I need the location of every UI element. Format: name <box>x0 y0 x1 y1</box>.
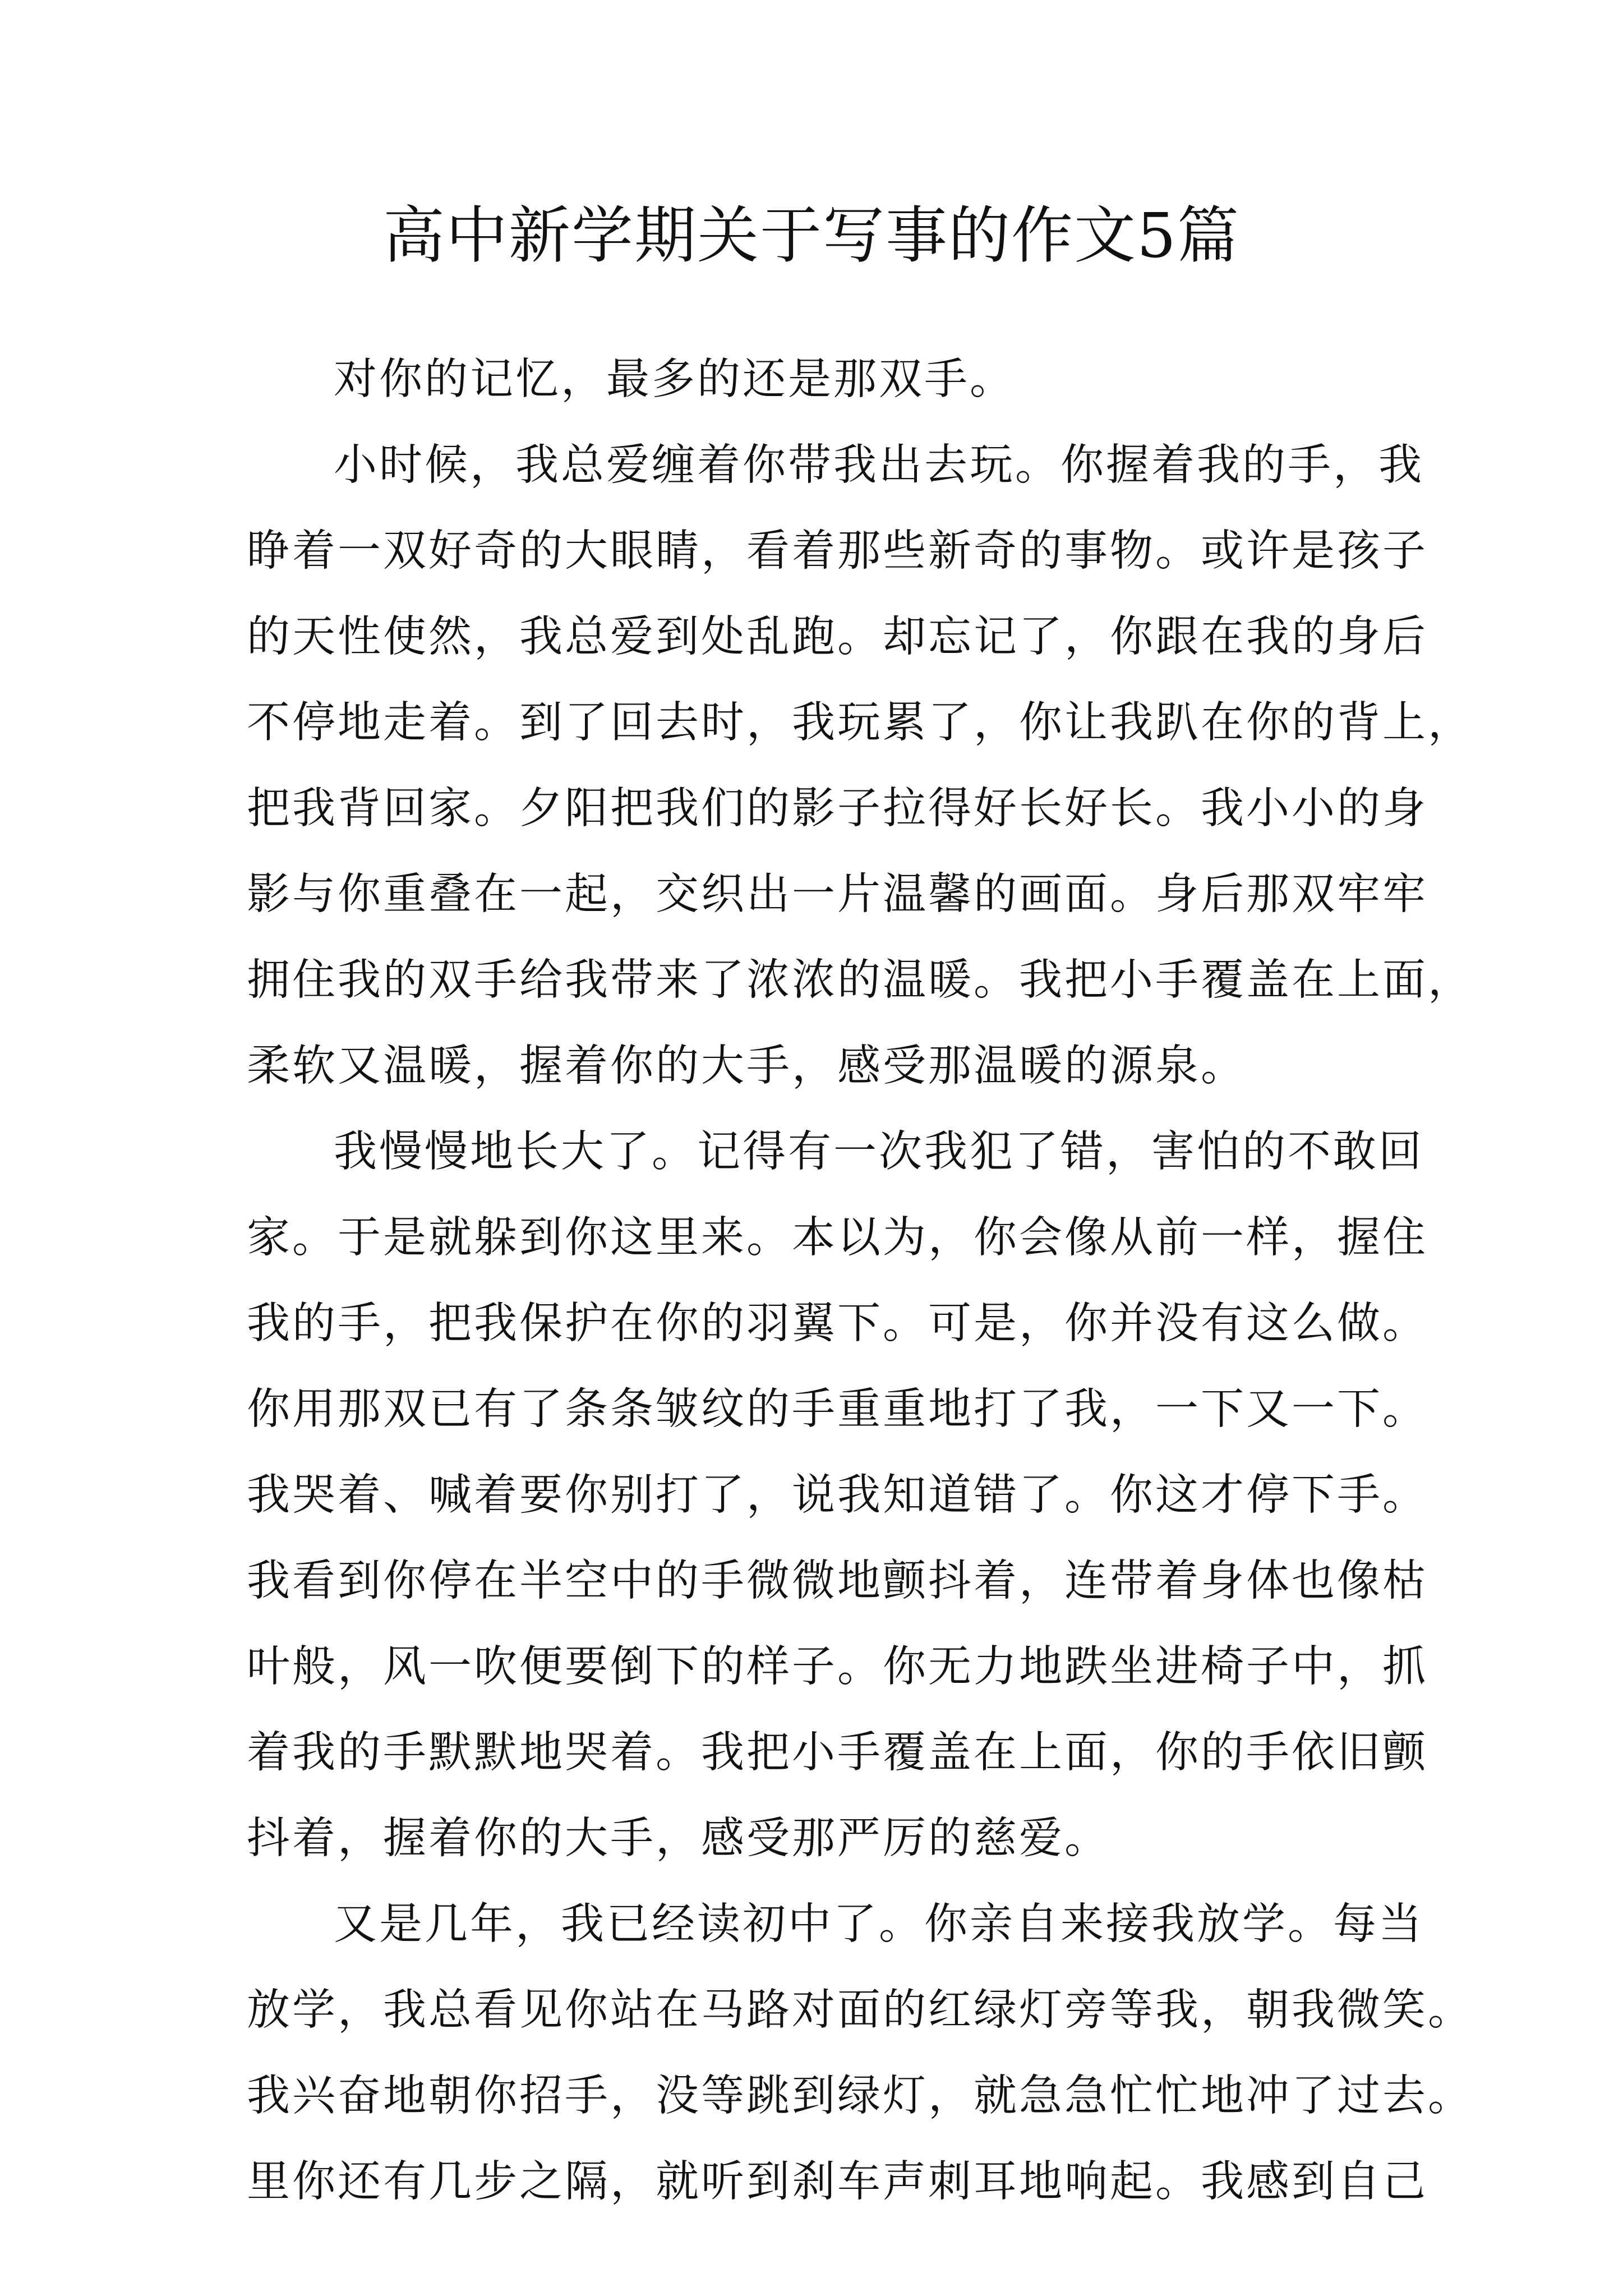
paragraph-line: 不停地走着。到了回去时，我玩累了，你让我趴在你的背上， <box>247 698 1473 748</box>
document-body <box>247 337 1473 2225</box>
paragraph-line: 小时候，我总爱缠着你带我出去玩。你握着我的手，我 <box>334 440 1424 490</box>
paragraph-line: 把我背回家。夕阳把我们的影子拉得好长好长。我小小的身 <box>247 784 1428 834</box>
paragraph-line: 又是几年，我已经读初中了。你亲自来接我放学。每当 <box>334 1899 1424 1949</box>
paragraph-line: 对你的记忆，最多的还是那双手。 <box>334 355 1015 404</box>
paragraph-line: 拥住我的双手给我带来了浓浓的温暖。我把小手覆盖在上面， <box>247 955 1473 1005</box>
paragraph-line: 柔软又温暖，握着你的大手，感受那温暖的源泉。 <box>247 1041 1246 1091</box>
paragraph-line: 你用那双已有了条条皱纹的手重重地打了我，一下又一下。 <box>247 1384 1428 1434</box>
paragraph-line: 我慢慢地长大了。记得有一次我犯了错，害怕的不敢回 <box>334 1127 1424 1177</box>
paragraph-line: 我看到你停在半空中的手微微地颤抖着，连带着身体也像枯 <box>247 1556 1428 1606</box>
paragraph-line: 的天性使然，我总爱到处乱跑。却忘记了，你跟在我的身后 <box>247 612 1428 662</box>
paragraph-line: 我的手，把我保护在你的羽翼下。可是，你并没有这么做。 <box>247 1299 1428 1349</box>
paragraph-line: 睁着一双好奇的大眼睛，看着那些新奇的事物。或许是孩子 <box>247 526 1428 576</box>
paragraph-line: 着我的手默默地哭着。我把小手覆盖在上面，你的手依旧颤 <box>247 1728 1428 1778</box>
document-title: 高中新学期关于写事的作文5篇 <box>383 200 1240 272</box>
paragraph-line: 抖着，握着你的大手，感受那严厉的慈爱。 <box>247 1814 1110 1864</box>
paragraph-line: 我兴奋地朝你招手，没等跳到绿灯，就急急忙忙地冲了过去。 <box>247 2071 1473 2121</box>
paragraph-line: 家。于是就躲到你这里来。本以为，你会像从前一样，握住 <box>247 1213 1428 1263</box>
paragraph-line: 我哭着、喊着要你别打了，说我知道错了。你这才停下手。 <box>247 1470 1428 1520</box>
paragraph-line: 叶般，风一吹便要倒下的样子。你无力地跌坐进椅子中，抓 <box>247 1642 1428 1692</box>
paragraph-line: 影与你重叠在一起，交织出一片温馨的画面。身后那双牢牢 <box>247 869 1428 919</box>
paragraph-line: 放学，我总看见你站在马路对面的红绿灯旁等我，朝我微笑。 <box>247 1985 1473 2035</box>
paragraph-line: 里你还有几步之隔，就听到刹车声刺耳地响起。我感到自己 <box>247 2157 1428 2207</box>
